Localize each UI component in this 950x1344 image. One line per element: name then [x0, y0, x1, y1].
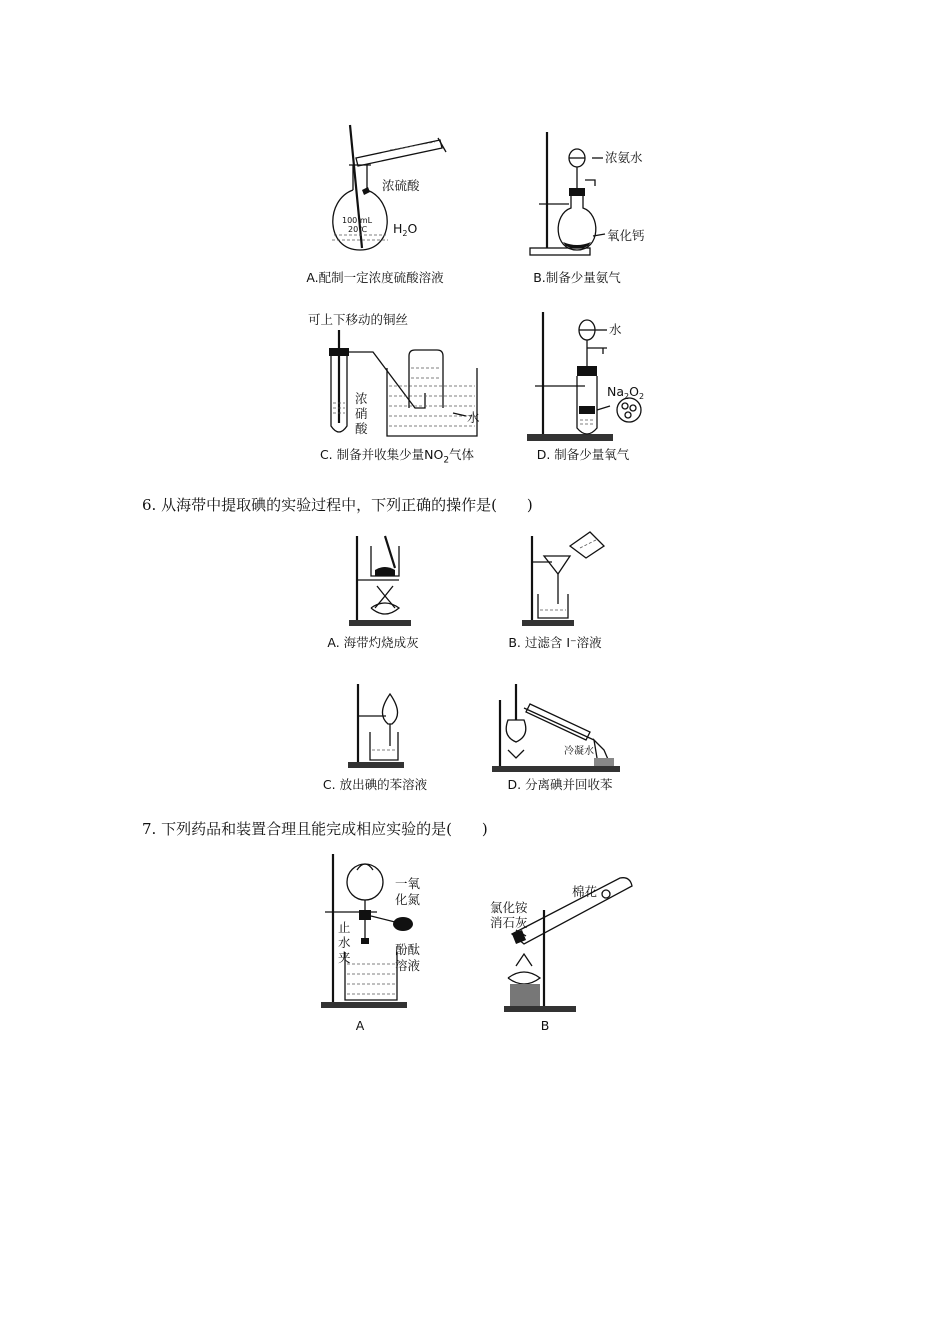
label-clamp-1: 止	[338, 920, 351, 935]
label-reagent-2: 消石灰	[490, 915, 528, 930]
caption-5c: C. 制备并收集少量$NO_2$气体	[319, 447, 475, 466]
figure-5b	[525, 130, 655, 270]
distillation-diagram	[490, 680, 630, 775]
label-phenolphthalein-1: 酚酞	[395, 942, 421, 957]
label-phenolphthalein-2: 溶液	[395, 958, 421, 973]
label-acid: 浓硫酸	[382, 178, 420, 193]
label-clamp-3: 夹	[338, 950, 351, 965]
caption-5d: D. 制备少量氧气	[536, 447, 630, 462]
label-nitric-acid-2: 硝	[355, 406, 368, 421]
ammonia-generator-diagram	[525, 130, 655, 270]
question-7: 7. 下列药品和装置合理且能完成相应实验的是( )	[142, 820, 488, 838]
caption-5b: B.制备少量氨气	[533, 270, 621, 285]
label-nitric-oxide-1: 一氧	[395, 876, 421, 891]
label-nitric-acid-1: 浓	[355, 391, 368, 406]
separating-funnel-diagram	[340, 680, 420, 775]
figure-7a-labels	[395, 874, 435, 984]
ammonia-heating-diagram	[490, 870, 650, 1015]
figure-6d	[490, 680, 630, 775]
caption-5a: A.配制一定浓度硫酸溶液	[306, 270, 444, 285]
figure-6a	[335, 528, 425, 633]
caption-6a: A. 海带灼烧成灰	[327, 635, 419, 650]
caption-6c: C. 放出碘的苯溶液	[322, 777, 428, 792]
label-clamp-2: 水	[338, 935, 351, 950]
figure-5a	[320, 120, 460, 270]
question-6: 6. 从海带中提取碘的实验过程中，下列正确的操作是( )	[142, 496, 533, 514]
caption-7a: A	[355, 1018, 365, 1033]
label-nitric-oxide-2: 化氮	[395, 892, 421, 907]
label-nitric-acid-3: 酸	[355, 421, 368, 436]
volumetric-flask-diagram	[320, 120, 460, 270]
caption-6b: B. 过滤含 I⁻溶液	[508, 635, 602, 650]
caption-7b: B	[540, 1018, 550, 1033]
caption-6d: D. 分离碘并回收苯	[507, 777, 613, 792]
filtration-diagram	[510, 528, 620, 633]
label-water: 水	[609, 322, 622, 337]
label-calcium-oxide: 氧化钙	[607, 228, 645, 243]
ash-burning-diagram	[335, 528, 425, 633]
figure-5c	[303, 308, 493, 448]
no2-collection-diagram	[303, 308, 493, 448]
label-sodium-peroxide: $Na_2O_2$	[607, 384, 645, 401]
label-cooling-water: 冷凝水	[564, 746, 594, 757]
label-concentrated-ammonia: 浓氨水	[605, 150, 643, 165]
label-copper-wire: 可上下移动的铜丝	[308, 312, 409, 327]
figure-7b	[490, 870, 650, 1015]
label-water: 水	[467, 410, 480, 425]
flask-volume: 100 mL	[342, 216, 373, 225]
figure-6b	[510, 528, 620, 633]
flask-temp: 20℃	[348, 225, 368, 234]
figure-6c	[340, 680, 420, 775]
figure-7a-clip-label	[338, 918, 354, 968]
figure-5d	[525, 310, 660, 450]
label-water: $H_2O$	[393, 221, 418, 238]
label-cotton: 棉花	[572, 884, 598, 899]
oxygen-generator-diagram	[525, 310, 660, 450]
label-reagent-1: 氯化铵	[490, 900, 528, 915]
